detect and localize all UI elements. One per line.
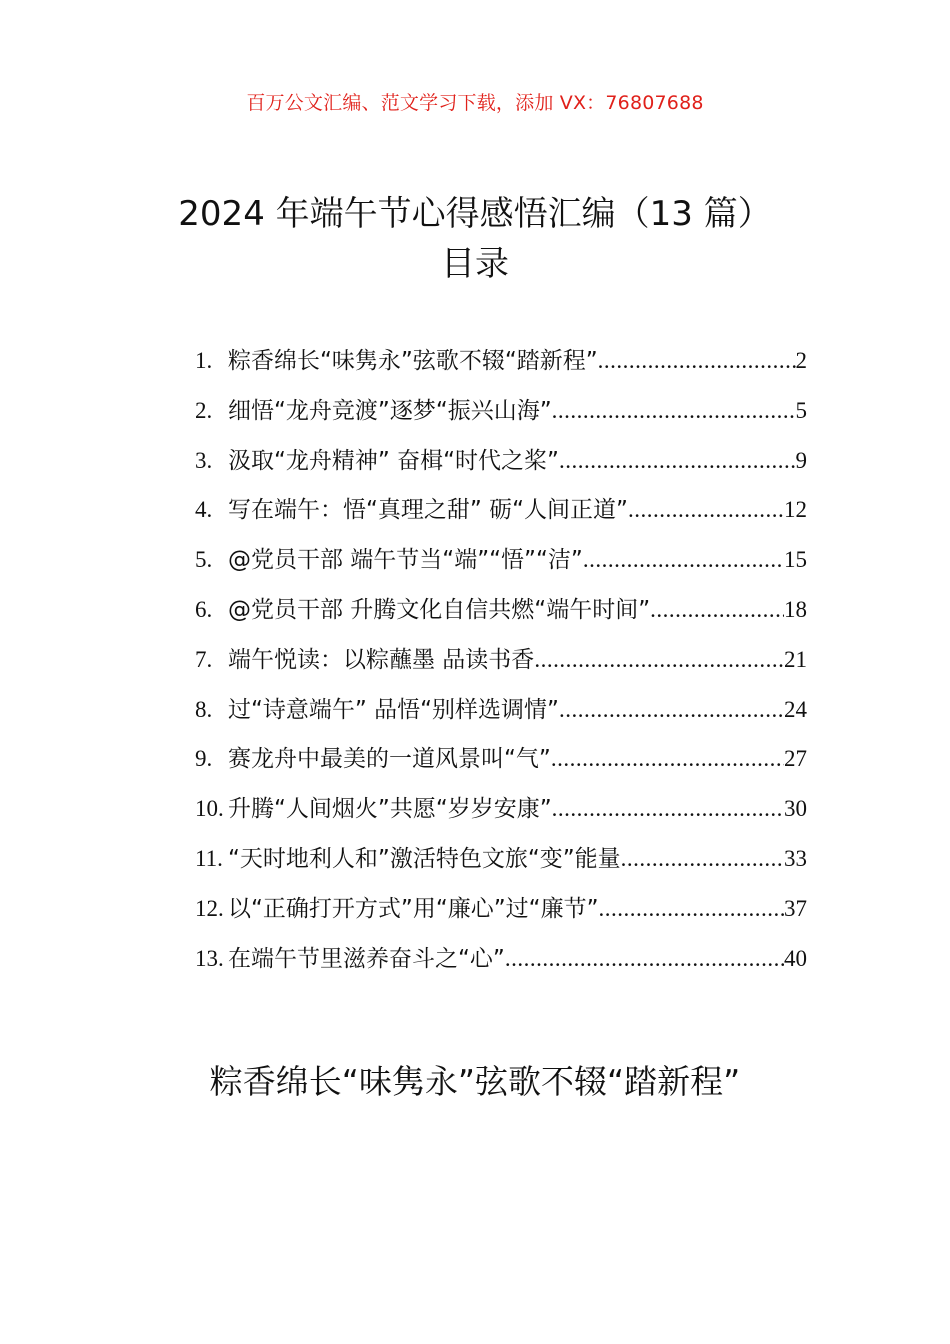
toc-item-page: 5 — [795, 397, 807, 423]
toc-item-page: 37 — [784, 895, 807, 921]
toc-leader-dots — [534, 639, 784, 681]
toc-item-number: 6. — [195, 596, 213, 622]
toc-item-title: @党员干部 升腾文化自信共燃“端午时间” — [228, 596, 651, 623]
header-note: 百万公文汇编、范文学习下载，添加 VX：76807688 — [246, 92, 704, 114]
toc-item-title: 细悟“龙舟竞渡”逐梦“振兴山海” — [228, 397, 552, 424]
toc-leader-dots — [621, 838, 784, 880]
toc-item-number: 8. — [195, 696, 213, 722]
toc-item-1[interactable] — [195, 340, 807, 390]
toc-leader-dots — [583, 539, 784, 581]
toc-item-5[interactable] — [195, 539, 807, 589]
toc-item-title: @党员干部 端午节当“端”“悟”“洁” — [228, 547, 583, 574]
toc-item-title: 过“诗意端午” 品悟“别样选调情” — [228, 696, 559, 723]
toc-item-page: 27 — [784, 746, 807, 772]
section-title: 粽香绵长“味隽永”弦歌不辍“踏新程” — [209, 1062, 741, 1101]
document-title: 2024 年端午节心得感悟汇编（13 篇） — [178, 194, 772, 234]
toc-item-title: 写在端午：悟“真理之甜” 砺“人间正道” — [228, 497, 628, 524]
toc-item-number: 10. — [195, 796, 224, 822]
toc-heading: 目录 — [441, 244, 509, 284]
toc-leader-dots — [628, 489, 784, 531]
toc-item-number: 5. — [195, 547, 213, 573]
toc-item-8[interactable] — [195, 689, 807, 739]
toc-leader-dots — [505, 938, 784, 980]
toc-item-title: “天时地利人和”激活特色文旅“变”能量 — [228, 845, 621, 872]
toc-item-page: 18 — [784, 596, 807, 622]
toc-item-title: 端午悦读：以粽蘸墨 品读书香 — [228, 646, 535, 673]
toc-item-title: 粽香绵长“味隽永”弦歌不辍“踏新程” — [228, 348, 598, 374]
toc-item-title: 赛龙舟中最美的一道风景叫“气” — [228, 746, 551, 773]
toc-item-number: 9. — [195, 746, 213, 772]
toc-item-6[interactable] — [195, 589, 807, 639]
toc-item-11[interactable] — [195, 838, 807, 888]
toc-leader-dots — [552, 390, 796, 432]
toc-item-title: 以“正确打开方式”用“廉心”过“廉节” — [228, 895, 599, 922]
toc-item-4[interactable] — [195, 489, 807, 539]
toc-item-page: 33 — [784, 845, 807, 871]
toc-item-number: 3. — [195, 447, 213, 473]
toc-item-page: 24 — [784, 696, 807, 722]
toc-item-2[interactable] — [195, 390, 807, 440]
toc-item-number: 1. — [195, 348, 213, 373]
toc-item-number: 11. — [195, 845, 223, 871]
toc-item-page: 30 — [784, 796, 807, 822]
toc-item-page: 2 — [795, 348, 807, 373]
toc-item-page: 12 — [784, 497, 807, 523]
toc-item-number: 4. — [195, 497, 213, 523]
table-of-contents — [195, 340, 807, 987]
toc-item-page: 21 — [784, 646, 807, 672]
toc-leader-dots — [552, 788, 784, 830]
toc-leader-dots — [650, 589, 784, 631]
toc-item-13[interactable] — [195, 938, 807, 988]
toc-item-page: 15 — [784, 547, 807, 573]
toc-leader-dots — [598, 340, 796, 382]
toc-item-10[interactable] — [195, 788, 807, 838]
toc-item-number: 12. — [195, 895, 224, 921]
toc-item-number: 2. — [195, 397, 213, 423]
toc-item-page: 40 — [784, 945, 807, 971]
toc-item-page: 9 — [795, 447, 807, 473]
toc-leader-dots — [551, 738, 784, 780]
toc-item-title: 升腾“人间烟火”共愿“岁岁安康” — [228, 796, 552, 823]
toc-item-3[interactable] — [195, 440, 807, 490]
toc-leader-dots — [599, 888, 785, 930]
toc-leader-dots — [559, 689, 784, 731]
toc-item-12[interactable] — [195, 888, 807, 938]
toc-item-title: 在端午节里滋养奋斗之“心” — [228, 945, 505, 972]
toc-item-number: 13. — [195, 945, 224, 971]
toc-leader-dots — [559, 440, 796, 482]
toc-item-7[interactable] — [195, 639, 807, 689]
toc-item-title: 汲取“龙舟精神” 奋楫“时代之桨” — [228, 447, 559, 474]
toc-item-number: 7. — [195, 646, 213, 672]
toc-item-9[interactable] — [195, 738, 807, 788]
